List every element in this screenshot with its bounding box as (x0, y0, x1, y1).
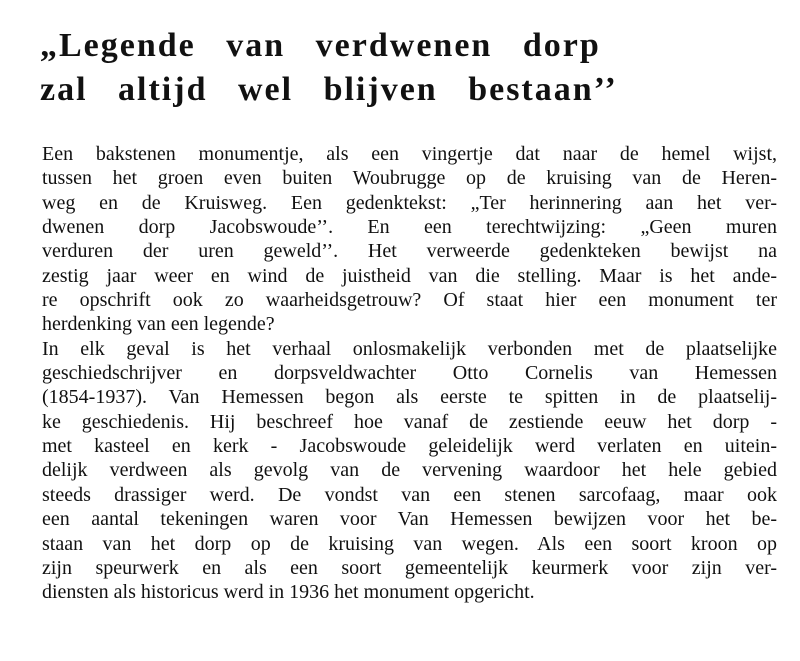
text-line: dwenen dorp Jacobswoude’’. En een terechtwijzing: „Geen muren (42, 216, 777, 239)
text-line: staan van het dorp op de kruising van wegen. Als een soort kroon op (42, 532, 777, 555)
text-line: diensten als historicus werd in 1936 het monument opgericht. (42, 581, 535, 604)
headline-line-2: zal altijd wel blijven bestaan’’ (40, 71, 618, 108)
text-line: delijk verdween als gevolg van de vervening waardoor het hele gebied (42, 459, 777, 482)
text-line: steeds drassiger werd. De vondst van een stenen sarcofaag, maar ook (42, 483, 777, 506)
text-line: In elk geval is het verhaal onlosmakelijk verbonden met de plaatselijke (42, 337, 777, 360)
text-line: zestig jaar weer en wind de juistheid van die stelling. Maar is het ande- (42, 264, 777, 287)
text-line: verduren der uren geweld’’. Het verweerde gedenkteken bewijst na (42, 240, 777, 263)
text-line: (1854-1937). Van Hemessen begon als eerste te spitten in de plaatselij- (42, 386, 777, 409)
text-line: weg en de Kruisweg. Een gedenktekst: „Ter herinnering aan het ver- (42, 191, 777, 214)
text-line: re opschrift ook zo waarheidsgetrouw? Of staat hier een monument ter (42, 289, 777, 312)
article-body (42, 142, 777, 605)
text-line: tussen het groen even buiten Woubrugge op de kruising van de Heren- (42, 167, 777, 190)
text-line: met kasteel en kerk - Jacobswoude geleidelijk werd verlaten en uitein- (42, 435, 777, 458)
text-line: herdenking van een legende? (42, 313, 275, 336)
headline-line-1: „Legende van verdwenen dorp (40, 27, 601, 64)
text-line: Een bakstenen monumentje, als een vingertje dat naar de hemel wijst, (42, 143, 777, 165)
text-line: geschiedschrijver en dorpsveldwachter Otto Cornelis van Hemessen (42, 362, 777, 385)
text-line: ke geschiedenis. Hij beschreef hoe vanaf de zestiende eeuw het dorp - (42, 410, 777, 433)
text-line: zijn speurwerk en als een soort gemeentelijk keurmerk voor zijn ver- (42, 556, 777, 579)
paragraph-1 (42, 142, 777, 337)
paragraph-2 (42, 337, 777, 605)
text-line: een aantal tekeningen waren voor Van Hemessen bewijzen voor het be- (42, 508, 777, 531)
headline (40, 24, 760, 112)
